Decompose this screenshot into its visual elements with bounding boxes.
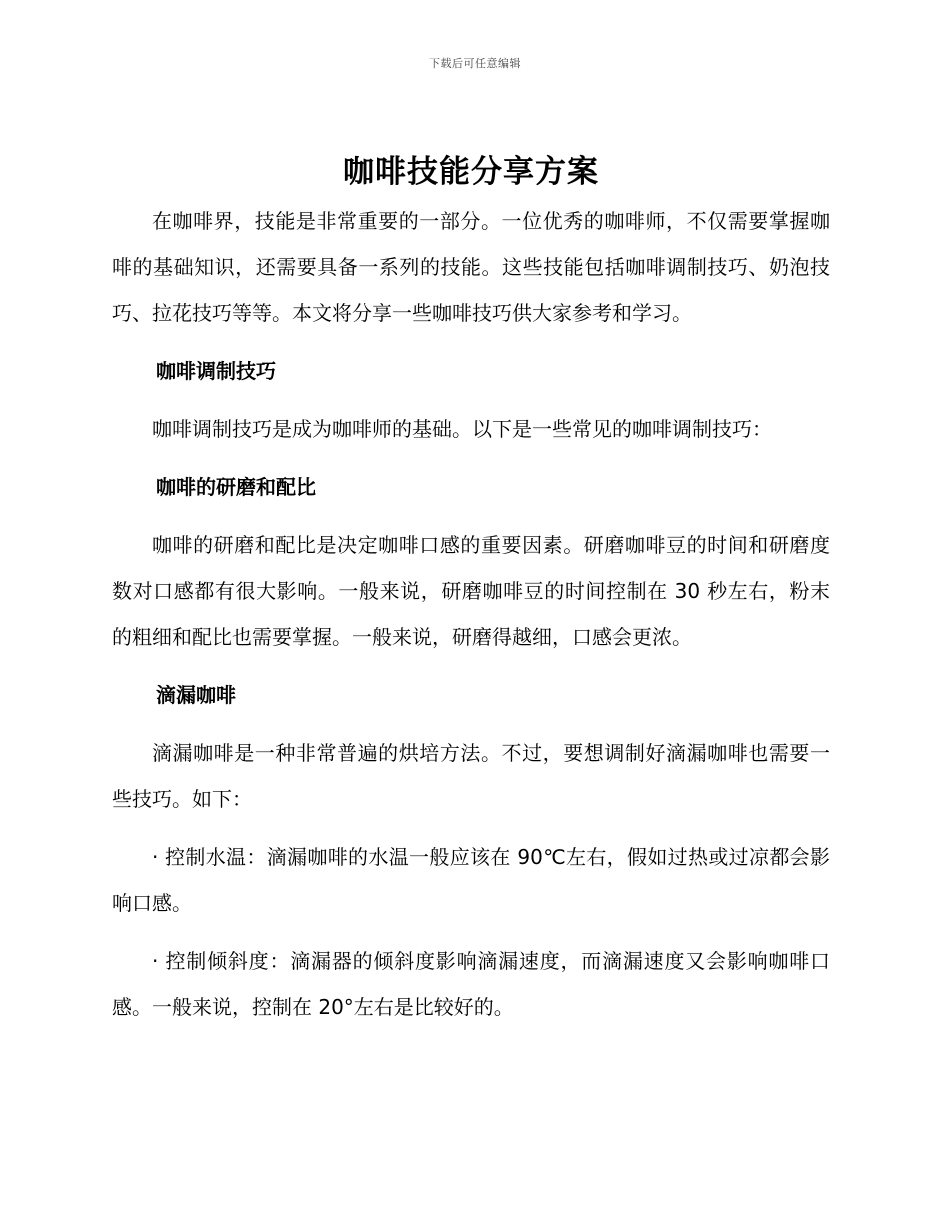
section-text-grinding: 咖啡的研磨和配比是决定咖啡口感的重要因素。研磨咖啡豆的时间和研磨度数对口感都有很大影响。一般来说，研磨咖啡豆的时间控制在 30 秒左右，粉末的粗细和配比也需要掌握。一般来说，研磨得越细，口感会更浓。 xyxy=(112,533,830,649)
section-text-drip: 滴漏咖啡是一种非常普遍的烘培方法。不过，要想调制好滴漏咖啡也需要一些技巧。如下： xyxy=(112,741,830,811)
header-note: 下载后可任意编辑 xyxy=(429,57,521,70)
document-body xyxy=(112,150,830,1030)
section-text-brewing: 咖啡调制技巧是成为咖啡师的基础。以下是一些常见的咖啡调制技巧： xyxy=(152,417,772,441)
spacer xyxy=(112,926,830,938)
section-heading-grinding: 咖啡的研磨和配比 xyxy=(156,475,316,499)
bullet-tilt-angle: · 控制倾斜度：滴漏器的倾斜度影响滴漏速度，而滴漏速度又会影响咖啡口感。一般来说，控制在 20°左右是比较好的。 xyxy=(112,949,830,1019)
bullet-water-temperature: · 控制水温：滴漏咖啡的水温一般应该在 90℃左右，假如过热或过凉都会影响口感。 xyxy=(112,845,830,915)
section-heading-drip: 滴漏咖啡 xyxy=(156,683,236,707)
section-heading-brewing: 咖啡调制技巧 xyxy=(156,359,276,383)
document-title: 咖啡技能分享方案 xyxy=(343,154,599,190)
intro-paragraph: 在咖啡界，技能是非常重要的一部分。一位优秀的咖啡师，不仅需要掌握咖啡的基础知识，还需要具备一系列的技能。这些技能包括咖啡调制技巧、奶泡技巧、拉花技巧等等。本文将分享一些咖啡技巧供大家参考和学习。 xyxy=(112,209,830,325)
spacer xyxy=(112,822,830,834)
